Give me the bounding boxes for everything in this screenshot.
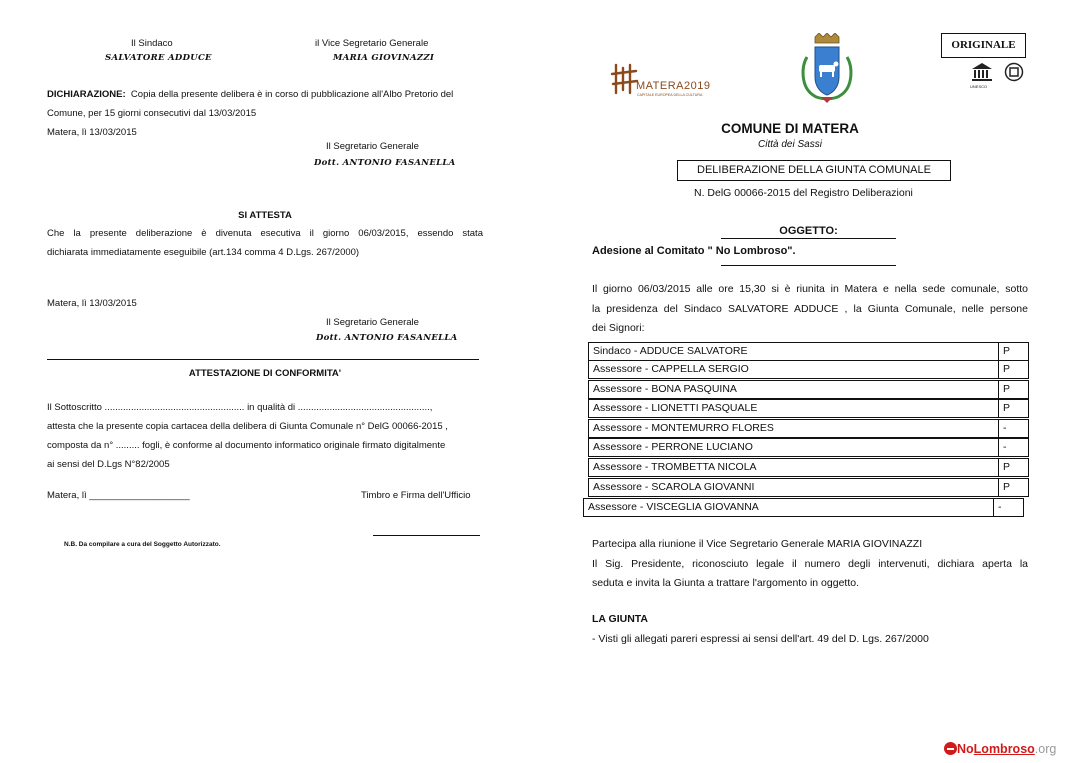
member-status: P <box>998 479 1028 496</box>
segretario-signature-2: Dott. ANTONIO FASANELLA <box>316 333 458 343</box>
visti-line: - Visti gli allegati pareri espressi ai sensi dell'art. 49 del D. Lgs. 267/2000 <box>592 633 929 645</box>
intro-line-3: dei Signori: <box>592 322 645 334</box>
vice-segretario-signature: MARIA GIOVINAZZI <box>333 53 435 63</box>
conformita-line-1: Il Sottoscritto ..................................................... in qualità di .................................................., <box>47 402 433 413</box>
dichiarazione-label: DICHIARAZIONE: <box>47 89 126 100</box>
giunta-title: LA GIUNTA <box>592 613 648 625</box>
vice-segretario-label: il Vice Segretario Generale <box>315 38 429 49</box>
intro-block <box>592 280 1028 339</box>
deliberazione-title: DELIBERAZIONE DELLA GIUNTA COMUNALE <box>677 160 951 181</box>
member-status: P <box>998 400 1028 417</box>
member-row <box>588 438 1029 457</box>
member-name: Sindaco - ADDUCE SALVATORE <box>593 345 748 357</box>
signature-line <box>373 535 480 536</box>
unesco-logos <box>970 62 1026 102</box>
segretario-signature-1: Dott. ANTONIO FASANELLA <box>314 158 456 168</box>
member-row <box>588 342 1029 361</box>
unesco-caption: UNESCO <box>970 84 988 89</box>
si-attesta-line-1: Che la presente deliberazione è divenuta esecutiva il giorno 06/03/2015, essendo stata <box>47 228 483 239</box>
timbro-label: Timbro e Firma dell'Ufficio <box>361 490 471 501</box>
sindaco-label: Il Sindaco <box>131 38 173 49</box>
oggetto-label: OGGETTO: <box>721 225 896 239</box>
si-attesta-line-2: dichiarata immediatamente eseguibile (art.134 comma 4 D.Lgs. 267/2000) <box>47 247 360 258</box>
conformita-line-4: ai sensi del D.Lgs N°82/2005 <box>47 459 170 470</box>
member-name: Assessore - VISCEGLIA GIOVANNA <box>588 501 759 513</box>
place-date-1: Matera, lì 13/03/2015 <box>47 127 137 138</box>
member-status: - <box>998 439 1028 456</box>
section-divider <box>47 359 479 360</box>
member-name: Assessore - SCAROLA GIOVANNI <box>593 481 755 493</box>
matera-logo-subtext: CAPITALE EUROPEA DELLA CULTURA <box>637 93 703 97</box>
watermark-main: Lombroso <box>973 742 1035 756</box>
presidente-line-1: Il Sig. Presidente, riconosciuto legale il numero degli intervenuti, dichiara aperta la <box>592 557 1028 570</box>
si-attesta-title: SI ATTESTA <box>238 210 292 221</box>
nolombroso-watermark <box>944 742 1056 762</box>
member-name: Assessore - PERRONE LUCIANO <box>593 441 753 453</box>
member-status: - <box>993 499 1023 516</box>
intro-line-1: Il giorno 06/03/2015 alle ore 15,30 si è riunita in Matera e nella sede comunale, sotto <box>592 283 1028 295</box>
member-status: P <box>998 459 1028 476</box>
segretario-label-2: Il Segretario Generale <box>326 317 419 328</box>
place-date-3: Matera, lì ___________________ <box>47 490 190 501</box>
oggetto-underline <box>721 265 896 266</box>
conformita-line-3: composta da n° ......... fogli, è conforme al documento informatico originale firmato digitalmente <box>47 440 446 451</box>
dichiarazione-line-2: Comune, per 15 giorni consecutivi dal 13/03/2015 <box>47 108 257 119</box>
presidente-line-2: seduta e invita la Giunta a trattare l'argomento in oggetto. <box>592 577 860 589</box>
matera-logo-text: MATERA2019 <box>636 80 711 92</box>
nb-note: N.B. Da compilare a cura del Soggetto Autorizzato. <box>64 541 221 548</box>
member-name: Assessore - BONA PASQUINA <box>593 383 737 395</box>
member-name: Assessore - TROMBETTA NICOLA <box>593 461 757 473</box>
member-status: P <box>998 381 1028 398</box>
member-row <box>588 360 1029 379</box>
conformita-title: ATTESTAZIONE DI CONFORMITA' <box>188 368 342 379</box>
member-name: Assessore - CAPPELLA SERGIO <box>593 363 749 375</box>
member-row <box>588 399 1029 418</box>
dichiarazione-block <box>47 85 483 142</box>
segretario-label-1: Il Segretario Generale <box>326 141 419 152</box>
si-attesta-block <box>47 224 483 262</box>
original-badge: ORIGINALE <box>941 33 1026 58</box>
watermark-prefix: No <box>957 742 974 756</box>
intro-line-2: la presidenza del Sindaco SALVATORE ADDUCE , la Giunta Comunale, nelle persone <box>592 302 1028 315</box>
partecipa-block <box>592 535 1028 594</box>
crest-icon <box>797 33 857 105</box>
partecipa-line: Partecipa alla riunione il Vice Segretario Generale MARIA GIOVINAZZI <box>592 538 923 550</box>
member-row <box>588 478 1029 497</box>
member-status: - <box>998 420 1028 437</box>
world-heritage-icon <box>1004 62 1024 82</box>
conformita-line-2: attesta che la presente copia cartacea della delibera di Giunta Comunale n° DelG 00066-2015 , <box>47 421 448 432</box>
member-row <box>588 419 1029 438</box>
member-name: Assessore - MONTEMURRO FLORES <box>593 422 774 434</box>
sindaco-signature: SALVATORE ADDUCE <box>105 53 212 63</box>
member-status: P <box>998 361 1028 378</box>
place-date-2: Matera, lì 13/03/2015 <box>47 298 137 309</box>
member-row <box>588 380 1029 399</box>
comune-title: COMUNE DI MATERA <box>721 121 859 136</box>
matera-2019-logo <box>610 62 710 102</box>
member-name: Assessore - LIONETTI PASQUALE <box>593 402 758 414</box>
watermark-suffix: .org <box>1034 742 1057 756</box>
watermark-stop-icon <box>944 742 957 755</box>
registro-line: N. DelG 00066-2015 del Registro Deliberazioni <box>694 187 913 199</box>
city-crest <box>797 33 857 105</box>
unesco-temple-icon <box>970 62 994 82</box>
conformita-block <box>47 398 483 474</box>
dichiarazione-line-1: Copia della presente delibera è in corso di pubblicazione all'Albo Pretorio del <box>130 89 454 100</box>
member-status: P <box>998 343 1028 360</box>
oggetto-text: Adesione al Comitato " No Lombroso". <box>592 245 796 257</box>
comune-subtitle: Città dei Sassi <box>758 139 822 150</box>
member-row <box>588 458 1029 477</box>
member-row <box>583 498 1024 517</box>
